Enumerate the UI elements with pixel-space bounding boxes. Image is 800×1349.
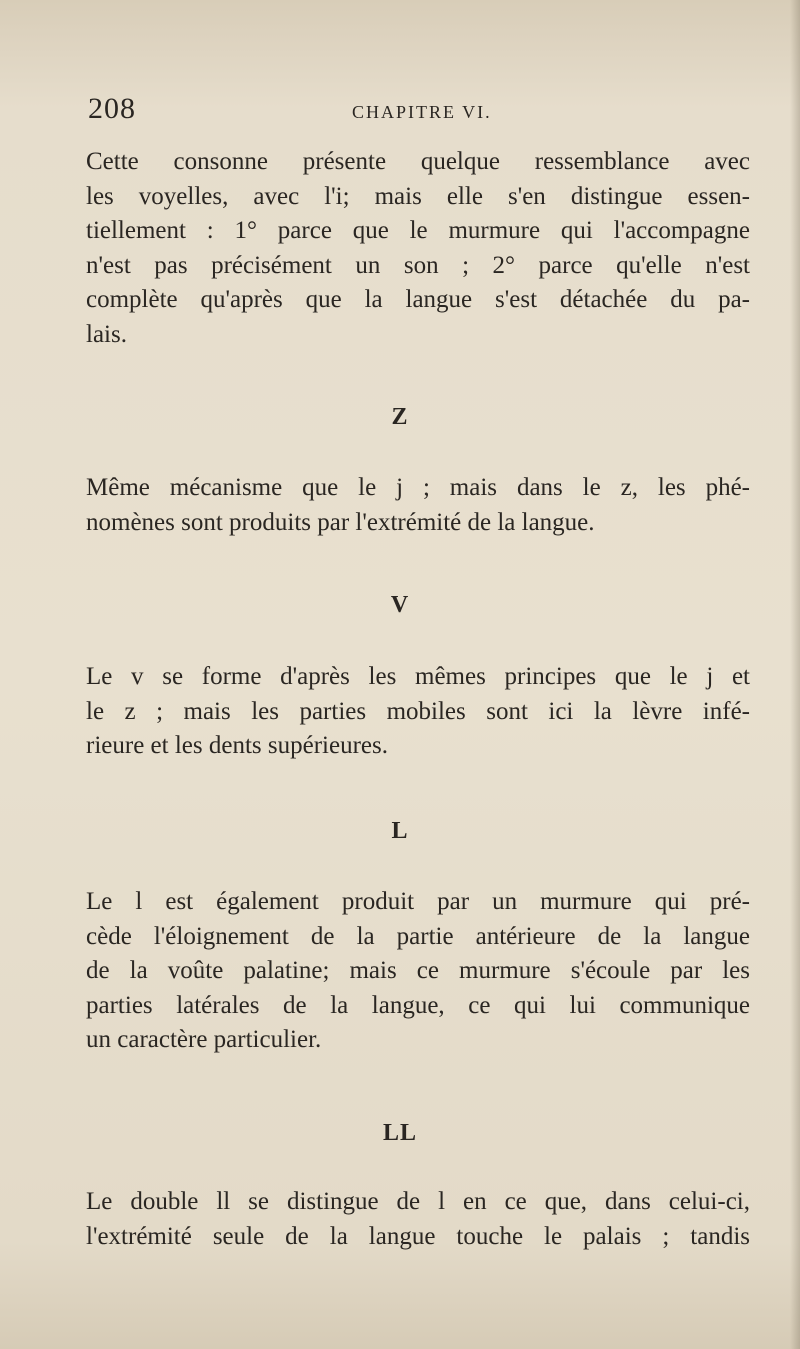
text-line: Le l est également produit par un murmure qui pré- [86, 888, 750, 915]
text-line: Même mécanisme que le j ; mais dans le z, les phé- [86, 474, 750, 501]
paragraph-l [86, 885, 750, 1058]
section-heading-ll: LL [382, 1120, 417, 1146]
text-line: tiellement : 1° parce que le murmure qui l'accompagne [86, 217, 750, 245]
text-line: Cette consonne présente quelque ressemblance avec [86, 148, 750, 175]
section-heading-l: L [391, 818, 409, 844]
paragraph-z [86, 471, 750, 540]
text-line: parties latérales de la langue, ce qui lui communique [86, 991, 750, 1019]
text-line: cède l'éloignement de la partie antérieure de la langue [86, 922, 750, 950]
paragraph-v [86, 660, 750, 764]
paragraph-intro [86, 145, 750, 353]
text-line: Le double ll se distingue de l en ce que, dans celui-ci, [86, 1188, 750, 1215]
text-line: n'est pas précisément un son ; 2° parce qu'elle n'est [86, 251, 750, 279]
text-line: lais. [86, 320, 127, 348]
page-header [88, 92, 748, 132]
text-line: les voyelles, avec l'i; mais elle s'en distingue essen- [86, 182, 750, 210]
text-line: complète qu'après que la langue s'est détachée du pa- [86, 286, 750, 314]
text-line: nomènes sont produits par l'extrémité de la langue. [86, 508, 595, 536]
page-number: 208 [88, 92, 136, 125]
text-line: un caractère particulier. [86, 1026, 322, 1054]
text-line: Le v se forme d'après les mêmes principes que le j et [86, 663, 750, 690]
text-line: de la voûte palatine; mais ce murmure s'écoule par les [86, 957, 750, 985]
text-line: le z ; mais les parties mobiles sont ici la lèvre infé- [86, 697, 750, 725]
text-line: l'extrémité seule de la langue touche le palais ; tandis [86, 1222, 750, 1250]
running-head: CHAPITRE VI. [352, 102, 492, 122]
section-heading-z: Z [391, 404, 409, 430]
text-line: rieure et les dents supérieures. [86, 732, 388, 760]
paragraph-ll [86, 1185, 750, 1254]
section-heading-v: V [390, 592, 410, 618]
